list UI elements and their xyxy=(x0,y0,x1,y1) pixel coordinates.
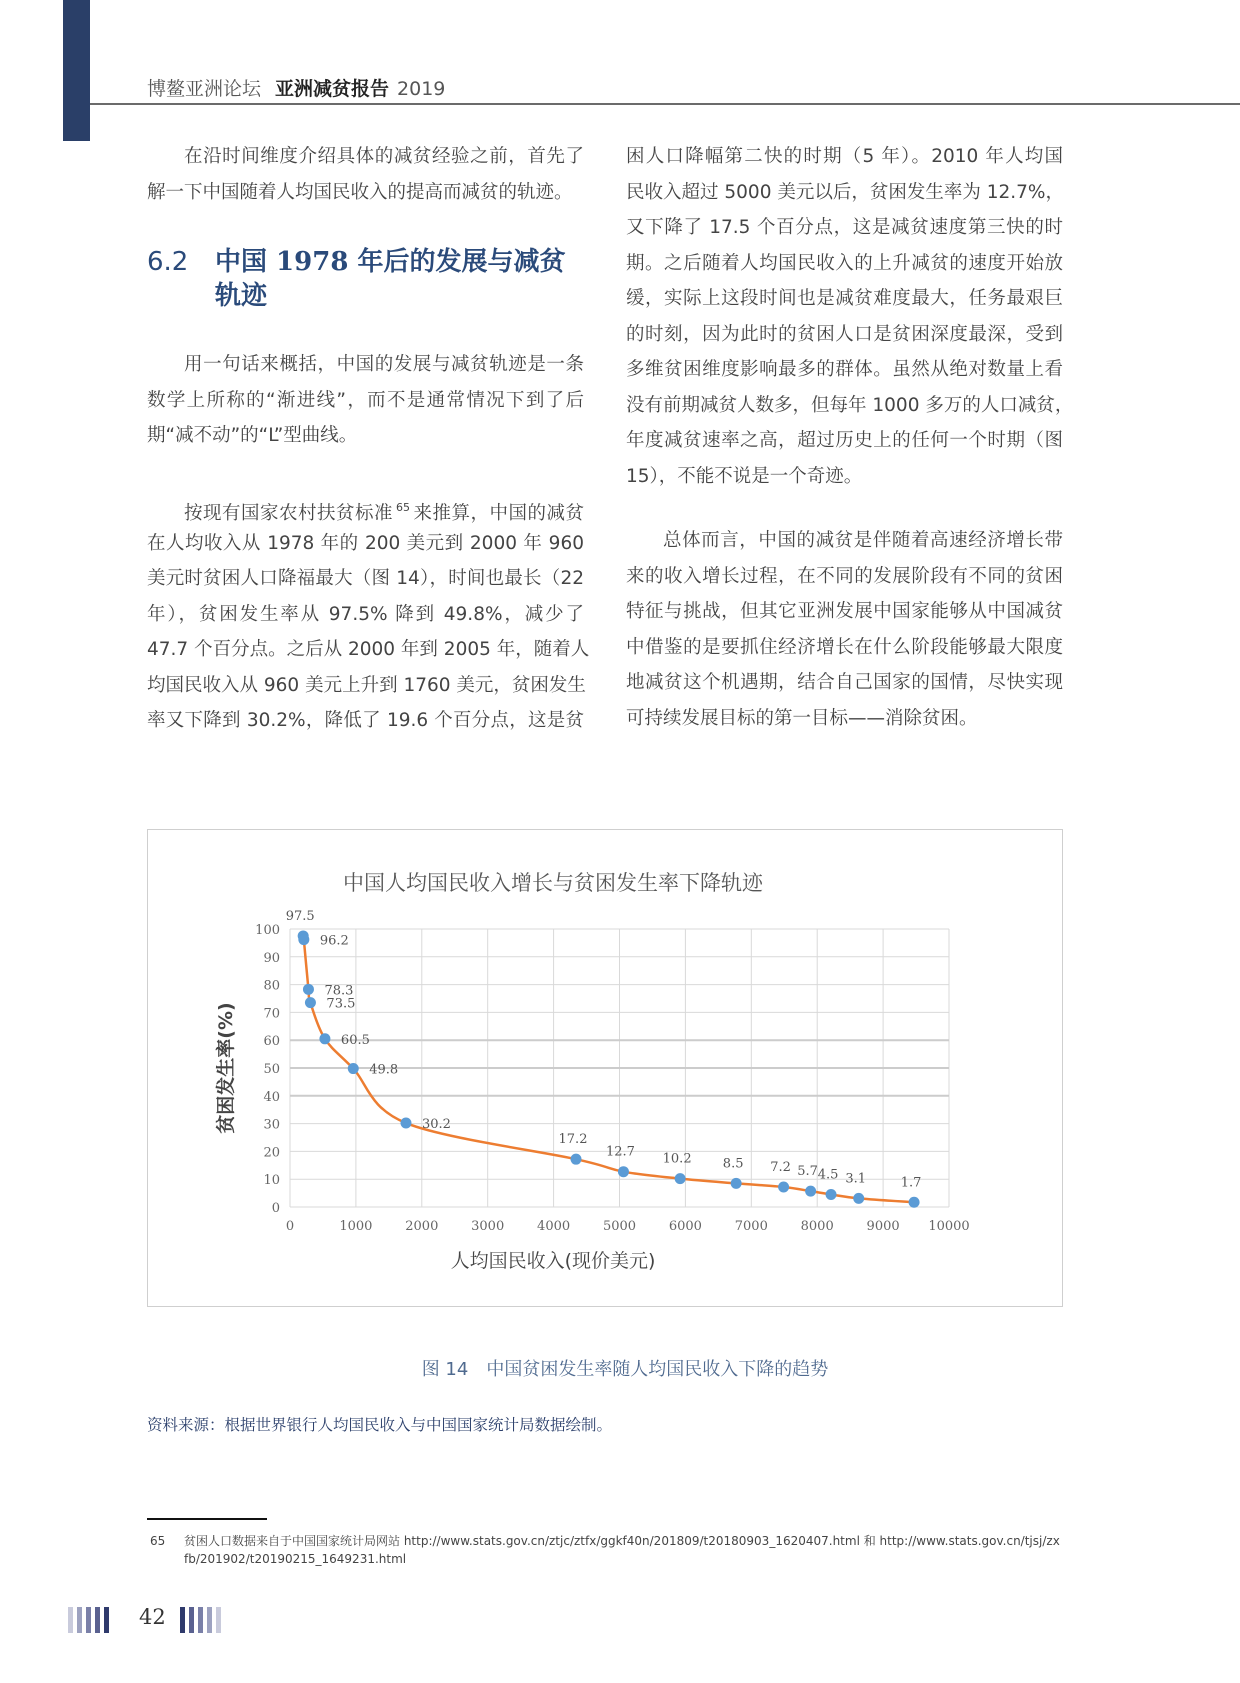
y-tick-label: 50 xyxy=(263,1062,280,1077)
text-line: 民收入超过 5000 美元以后，贫困发生率为 12.7%， xyxy=(626,181,1064,203)
text-line: 期“减不动”的“L”型曲线。 xyxy=(147,425,358,446)
data-point xyxy=(305,997,316,1008)
data-point xyxy=(571,1154,582,1165)
data-label: 49.8 xyxy=(369,1062,399,1078)
data-label: 3.1 xyxy=(845,1171,867,1187)
y-tick-label: 70 xyxy=(263,1006,280,1022)
section-title: 中国 1978 年后的发展与减贫轨迹 xyxy=(215,247,566,311)
text-line: 美元时贫困人口降福最大（图 14），时间也最长（22 xyxy=(147,568,584,589)
header-rule xyxy=(90,103,1240,105)
data-point xyxy=(826,1189,837,1200)
data-point xyxy=(909,1197,920,1208)
data-label: 5.7 xyxy=(797,1164,818,1180)
text-line: 地减贫这个机遇期，结合自己国家的国情，尽快实现 xyxy=(626,672,1063,693)
text-line: 困人口降幅第二快的时期（5 年）。2010 年人均国 xyxy=(626,146,1063,167)
text-line: 率又下降到 30.2%，降低了 19.6 个百分点，这是贫 xyxy=(147,710,584,731)
figure-source: 资料来源：根据世界银行人均国民收入与中国国家统计局数据绘制。 xyxy=(147,1416,613,1434)
x-tick-label: 2000 xyxy=(405,1219,439,1234)
y-tick-label: 30 xyxy=(263,1117,280,1133)
x-axis-title: 人均国民收入(现价美元) xyxy=(450,1250,656,1272)
x-tick-label: 9000 xyxy=(866,1219,900,1234)
text-line: 年），贫困发生率从 97.5% 降到 49.8%，减少了 xyxy=(147,603,584,625)
x-tick-label: 7000 xyxy=(734,1219,768,1234)
y-tick-label: 0 xyxy=(271,1201,280,1216)
text-segment: 来推算，中国的减贫 xyxy=(412,503,584,524)
text-line: 缓，实际上这段时间也是减贫难度最大，任务最艰巨 xyxy=(626,288,1063,309)
header-year: 2019 xyxy=(397,78,446,100)
text-line: 总体而言，中国的减贫是伴随着高速经济增长带 xyxy=(663,530,1063,551)
data-point xyxy=(675,1173,686,1184)
x-tick-label: 8000 xyxy=(800,1219,834,1234)
x-tick-label: 1000 xyxy=(339,1219,373,1234)
data-label: 60.5 xyxy=(340,1032,370,1048)
page-bars-right xyxy=(180,1607,221,1633)
footnote-rule xyxy=(147,1518,267,1520)
x-tick-label: 10000 xyxy=(928,1219,970,1234)
figure-caption: 图 14 中国贫困发生率随人均国民收入下降的趋势 xyxy=(421,1359,829,1380)
text-line: 特征与挑战，但其它亚洲发展中国家能够从中国减贫 xyxy=(626,601,1063,622)
y-tick-label: 90 xyxy=(263,950,280,966)
x-tick-label: 6000 xyxy=(668,1219,702,1234)
data-point xyxy=(805,1186,816,1197)
page-bars-left xyxy=(68,1607,109,1633)
text-line: 没有前期减贫人数多，但每年 1000 多万的人口减贫， xyxy=(626,394,1074,416)
data-point xyxy=(298,934,309,945)
y-tick-label: 20 xyxy=(263,1145,280,1161)
header-report-title: 亚洲减贫报告 xyxy=(275,78,390,100)
text-line: 均国民收入从 960 美元上升到 1760 美元，贫困发生 xyxy=(147,674,586,696)
data-label: 8.5 xyxy=(722,1156,744,1172)
x-tick-label: 5000 xyxy=(602,1219,637,1234)
page-number: 42 xyxy=(139,1605,166,1629)
data-label: 10.2 xyxy=(662,1151,692,1167)
paragraph-summary xyxy=(626,523,1063,736)
text-line: 可持续发展目标的第一目标——消除贫困。 xyxy=(626,707,978,729)
data-label: 73.5 xyxy=(326,996,356,1012)
figure-chart xyxy=(147,829,1063,1307)
data-point xyxy=(618,1166,629,1177)
data-point xyxy=(319,1033,330,1044)
y-tick-label: 40 xyxy=(263,1089,280,1105)
paragraph-asymptote xyxy=(147,347,584,454)
text-line: 在沿时间维度介绍具体的减贫经验之前，首先了 xyxy=(184,146,584,167)
chart-title: 中国人均国民收入增长与贫困发生率下降轨迹 xyxy=(343,871,763,895)
data-point xyxy=(853,1193,864,1204)
text-line xyxy=(147,490,584,526)
data-point xyxy=(400,1118,411,1129)
paragraph-poverty-standard xyxy=(147,490,590,739)
y-tick-label: 10 xyxy=(263,1173,280,1189)
data-label: 17.2 xyxy=(558,1132,588,1148)
text-line: 年度减贫速率之高，超过历史上的任何一个时期（图 xyxy=(626,430,1063,451)
footnote-number: 65 xyxy=(150,1534,166,1548)
side-accent-bar xyxy=(63,0,90,141)
data-label: 96.2 xyxy=(319,933,349,949)
text-line: 在人均收入从 1978 年的 200 美元到 2000 年 960 xyxy=(147,532,584,554)
text-line: 的时刻，因为此时的贫困人口是贫困深度最深，受到 xyxy=(626,323,1063,345)
text-line: 来的收入增长过程，在不同的发展阶段有不同的贫困 xyxy=(626,565,1063,587)
chart-svg xyxy=(148,830,1064,1308)
data-label: 97.5 xyxy=(285,908,315,924)
y-tick-label: 80 xyxy=(263,978,280,994)
footnote-ref[interactable]: 65 xyxy=(395,501,410,514)
section-number: 6.2 xyxy=(147,247,189,277)
paragraph-continuation xyxy=(147,526,590,739)
text-line: 中借鉴的是要抓住经济增长在什么阶段能够最大限度 xyxy=(626,636,1063,658)
data-label: 30.2 xyxy=(421,1117,451,1133)
y-tick-label: 100 xyxy=(255,923,280,938)
x-tick-label: 0 xyxy=(285,1219,295,1234)
x-tick-label: 3000 xyxy=(471,1219,505,1234)
paragraph-later-period xyxy=(626,139,1074,494)
header-forum: 博鳌亚洲论坛 xyxy=(147,78,262,100)
data-label: 78.3 xyxy=(324,983,354,999)
data-label: 4.5 xyxy=(817,1167,839,1183)
data-point xyxy=(348,1063,359,1074)
text-line: 又下降了 17.5 个百分点，这是减贫速度第三快的时 xyxy=(626,217,1063,238)
data-point xyxy=(731,1178,742,1189)
text-line: 多维贫困维度影响最多的群体。虽然从绝对数量上看 xyxy=(626,359,1063,380)
data-point xyxy=(303,984,314,995)
data-label: 7.2 xyxy=(770,1159,791,1175)
running-header xyxy=(147,74,445,101)
data-label: 1.7 xyxy=(900,1175,922,1191)
text-line: 用一句话来概括，中国的发展与减贫轨迹是一条 xyxy=(184,354,584,375)
y-axis-title: 贫困发生率(%) xyxy=(215,1002,237,1134)
x-tick-label: 4000 xyxy=(537,1219,571,1234)
text-line: 解一下中国随着人均国民收入的提高而减贫的轨迹。 xyxy=(147,181,573,203)
data-label: 12.7 xyxy=(605,1144,635,1160)
text-line: 数学上所称的“渐进线”，而不是通常情况下到了后 xyxy=(147,389,584,411)
text-line: 47.7 个百分点。之后从 2000 年到 2005 年，随着人 xyxy=(147,639,590,660)
text-line: 15），不能不说是一个奇迹。 xyxy=(626,465,863,487)
footnote-text: 贫困人口数据来自于中国国家统计局网站 http://www.stats.gov.cn/ztjc/ztfx/ggkf40n/201809/t20180903_1620407.html 和 http://www.stats.gov.cn/tjsj/zxfb/201902/t20190215_1649231.html xyxy=(184,1534,1060,1566)
text-segment: 按现有国家农村扶贫标准 xyxy=(184,503,393,524)
data-point xyxy=(778,1181,789,1192)
intro-paragraph xyxy=(147,139,584,210)
y-tick-label: 60 xyxy=(263,1034,280,1050)
text-line: 期。之后随着人均国民收入的上升减贫的速度开始放 xyxy=(626,252,1063,274)
